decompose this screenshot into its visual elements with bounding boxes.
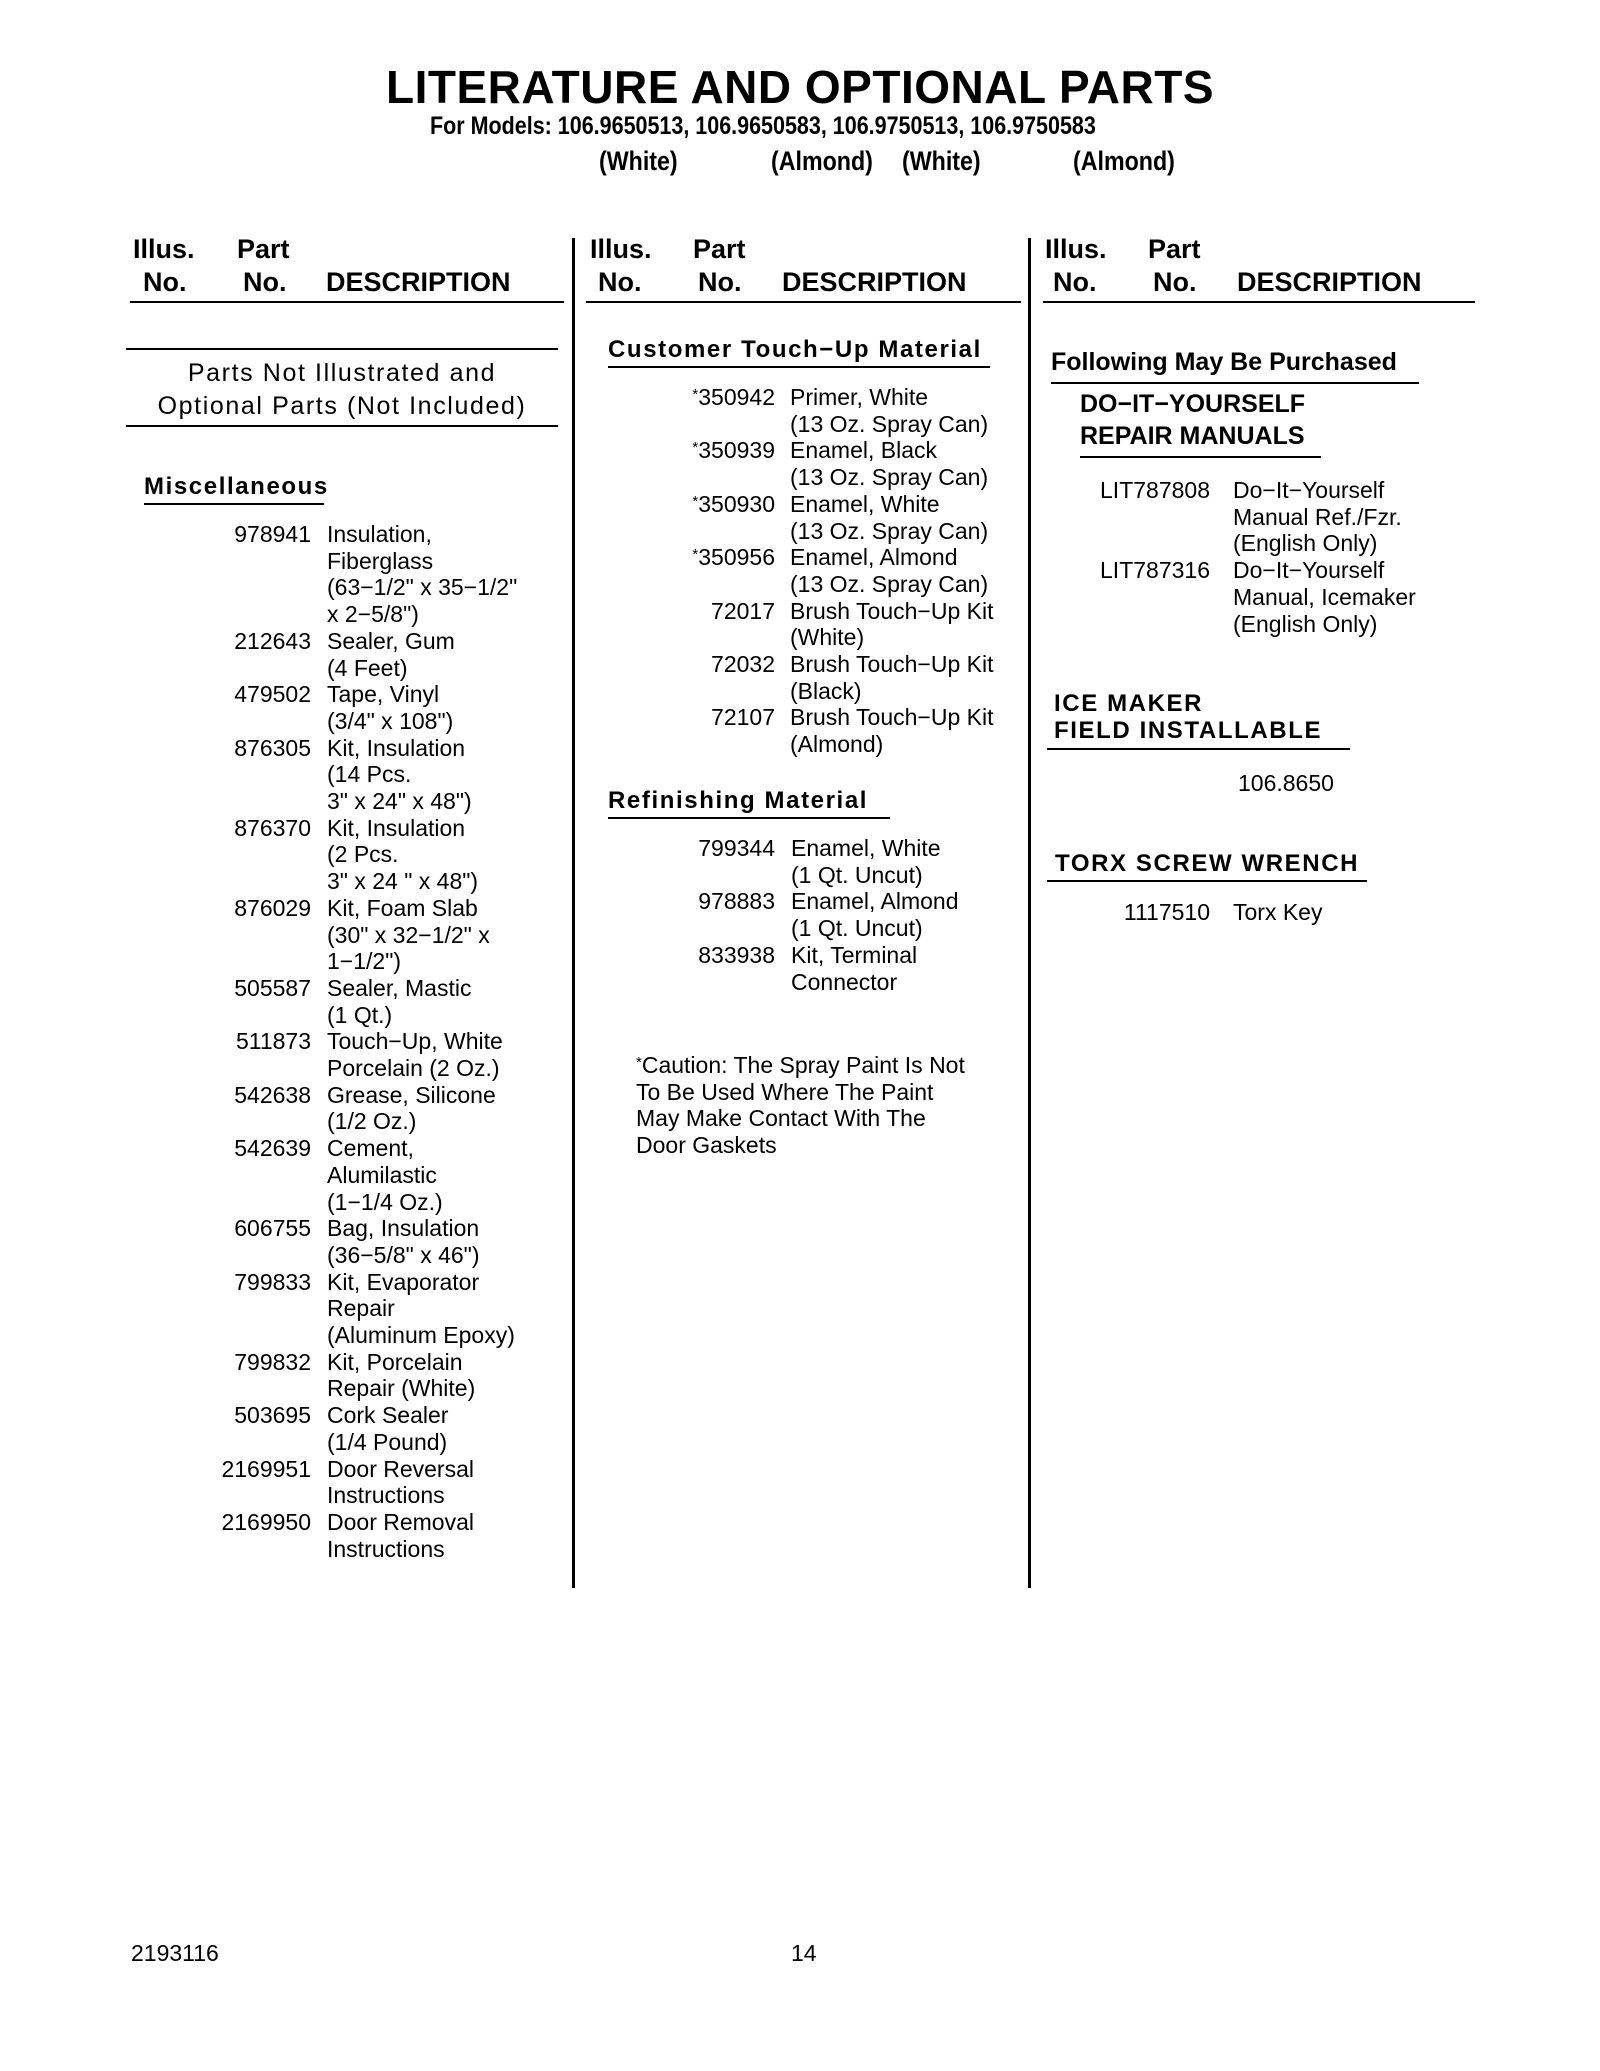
part-number-text: 212643 — [234, 627, 311, 654]
part-number — [150, 1082, 311, 1109]
part-number — [600, 704, 775, 731]
section-diy-line-1: DO−IT−YOURSELF — [1080, 390, 1306, 418]
header-illus: Illus. — [1045, 234, 1107, 264]
part-number-text: 2169950 — [221, 1508, 311, 1535]
header-illus: Illus. — [590, 234, 652, 264]
description-line: (4 Feet) — [327, 654, 408, 681]
following-may-be-purchased: Following May Be Purchased — [1051, 348, 1397, 376]
section-underline — [1047, 880, 1367, 882]
part-number — [600, 544, 775, 571]
header-description: DESCRIPTION — [326, 267, 511, 297]
header-part-no: No. — [1153, 267, 1197, 297]
section-torx-wrench: TORX SCREW WRENCH — [1055, 850, 1360, 877]
description-line: Touch−Up, White — [327, 1028, 503, 1055]
column-divider-1 — [572, 238, 575, 1588]
header-illus-no: No. — [1053, 267, 1097, 297]
header-part: Part — [693, 234, 746, 264]
models-line: For Models: 106.9650513, 106.9650583, 106.9750513, 106.9750583 — [430, 112, 1096, 140]
model-color-1: (White) — [599, 146, 678, 176]
box-line-2: Optional Parts (Not Included) — [157, 392, 527, 420]
part-description — [327, 1456, 474, 1509]
part-number-text: 1117510 — [1123, 899, 1210, 925]
document-number: 2193116 — [131, 1940, 219, 1966]
part-number-text: 350939 — [698, 437, 775, 464]
ice-maker-part: 106.8650 — [1238, 770, 1334, 796]
description-line: Instructions — [327, 1482, 445, 1509]
part-description — [327, 735, 472, 815]
part-number-text: 542639 — [234, 1135, 311, 1162]
asterisk-mark: * — [692, 386, 699, 403]
header-part: Part — [237, 234, 290, 264]
header-description: DESCRIPTION — [1237, 267, 1422, 297]
part-number — [150, 628, 311, 655]
description-line: Grease, Silicone — [327, 1081, 496, 1108]
part-description — [327, 1349, 475, 1402]
description-line: (English Only) — [1233, 610, 1378, 637]
part-description — [790, 437, 988, 490]
section-underline — [608, 366, 990, 368]
part-number-text: 799832 — [234, 1348, 311, 1375]
part-description — [1233, 477, 1402, 557]
part-number — [600, 942, 775, 969]
part-number-text: LIT787808 — [1100, 477, 1210, 503]
description-line: (Black) — [790, 677, 862, 704]
part-description — [1233, 899, 1322, 926]
section-diy-manuals — [1080, 388, 1305, 452]
description-line: Brush Touch−Up Kit — [790, 704, 994, 731]
part-number — [600, 888, 775, 915]
section-underline — [1080, 456, 1321, 458]
box-line-1: Parts Not Illustrated and — [187, 359, 497, 387]
asterisk-mark: * — [692, 439, 699, 457]
part-number — [600, 384, 775, 411]
asterisk-mark: * — [692, 492, 699, 510]
description-line: Kit, Terminal — [791, 941, 918, 968]
section-underline — [144, 503, 324, 505]
part-number — [150, 1269, 311, 1296]
model-color-4: (Almond) — [1073, 146, 1175, 176]
description-line: Door Reversal — [327, 1455, 474, 1482]
part-description — [790, 704, 994, 757]
part-number — [150, 1135, 311, 1162]
part-number-text: 72032 — [711, 651, 775, 677]
part-description — [327, 521, 517, 628]
part-description — [327, 1269, 515, 1349]
part-number — [600, 437, 775, 464]
part-number — [150, 1509, 311, 1536]
part-number-text: 2169951 — [221, 1455, 311, 1482]
description-line: Brush Touch−Up Kit — [790, 597, 994, 624]
description-line: (14 Pcs. — [327, 761, 412, 788]
part-number-text: 350956 — [698, 544, 775, 571]
description-line: Sealer, Mastic — [327, 974, 472, 1001]
header-part-no: No. — [698, 267, 742, 297]
part-description — [327, 681, 453, 734]
description-line: Repair — [327, 1295, 395, 1322]
caution-asterisk: * — [636, 1054, 642, 1071]
caution-note — [636, 1052, 965, 1159]
part-description — [327, 628, 455, 681]
description-line: Instructions — [327, 1535, 445, 1562]
caution-line: Door Gaskets — [636, 1132, 777, 1159]
part-number-text: 72017 — [711, 597, 775, 624]
description-line: Manual, Icemaker — [1233, 583, 1416, 610]
part-number-text: 876029 — [234, 894, 311, 921]
part-number-text: 72107 — [711, 704, 775, 731]
part-description — [327, 1028, 503, 1081]
part-number — [150, 975, 311, 1002]
part-number-text: 978883 — [698, 888, 775, 915]
description-line: Enamel, Almond — [791, 888, 959, 915]
description-line: (1 Qt.) — [327, 1001, 393, 1028]
description-line: Primer, White — [790, 384, 929, 410]
part-number — [1060, 899, 1210, 926]
part-number — [150, 1349, 311, 1376]
part-description — [790, 598, 994, 651]
description-line: 3" x 24" x 48") — [327, 788, 472, 814]
description-line: Cement, — [327, 1135, 414, 1162]
part-number-text: 350942 — [698, 384, 775, 410]
part-description — [327, 1402, 448, 1455]
part-description — [791, 888, 958, 941]
description-line: Do−It−Yourself — [1233, 557, 1385, 584]
description-line: Porcelain (2 Oz.) — [327, 1055, 500, 1081]
part-number — [600, 491, 775, 518]
description-line: Bag, Insulation — [327, 1215, 480, 1242]
header-part: Part — [1148, 234, 1201, 264]
part-number — [600, 651, 775, 678]
description-line: (63−1/2" x 35−1/2" — [327, 574, 518, 601]
model-color-3: (White) — [902, 146, 981, 176]
part-number — [150, 521, 311, 548]
description-line: Enamel, Black — [790, 437, 938, 464]
header-description: DESCRIPTION — [782, 267, 967, 297]
part-number — [150, 1456, 311, 1483]
description-line: Connector — [791, 968, 898, 995]
description-line: (1−1/4 Oz.) — [327, 1188, 443, 1215]
section-customer-touch-up: Customer Touch−Up Material — [608, 336, 982, 363]
part-description — [1233, 557, 1416, 637]
part-number — [150, 735, 311, 762]
description-line: Kit, Foam Slab — [327, 894, 478, 921]
part-number — [600, 598, 775, 625]
column-divider-2 — [1028, 238, 1031, 1588]
part-description — [791, 835, 941, 888]
description-line: 1−1/2") — [327, 948, 402, 975]
description-line: (Aluminum Epoxy) — [327, 1322, 515, 1348]
description-line: (13 Oz. Spray Can) — [790, 464, 989, 491]
header-illus-no: No. — [598, 267, 642, 297]
caution-line: To Be Used Where The Paint — [636, 1078, 934, 1105]
description-line: Cork Sealer — [327, 1402, 449, 1429]
section-underline — [1051, 382, 1419, 384]
part-description — [327, 815, 478, 895]
part-number-text: 833938 — [698, 941, 775, 968]
description-line: (Almond) — [790, 731, 884, 758]
description-line: (13 Oz. Spray Can) — [790, 570, 989, 597]
asterisk-mark: * — [692, 546, 699, 564]
part-number — [150, 895, 311, 922]
description-line: (3/4" x 108") — [327, 707, 454, 734]
description-line: x 2−5/8") — [327, 601, 419, 628]
description-line: Kit, Evaporator — [327, 1268, 480, 1295]
part-number-text: LIT787316 — [1100, 557, 1210, 584]
description-line: (13 Oz. Spray Can) — [790, 517, 989, 544]
part-description — [327, 1082, 496, 1135]
box-bottom-rule — [126, 425, 558, 427]
part-description — [790, 651, 994, 704]
col3-header-rule — [1043, 301, 1475, 303]
part-description — [327, 895, 490, 975]
description-line: Kit, Insulation — [327, 814, 466, 841]
description-line: Brush Touch−Up Kit — [790, 651, 994, 677]
part-number-text: 876370 — [234, 814, 311, 841]
description-line: Fiberglass — [327, 547, 434, 574]
header-illus: Illus. — [133, 234, 195, 264]
description-line: Insulation, — [327, 521, 432, 547]
part-description — [790, 544, 988, 597]
description-line: Repair (White) — [327, 1375, 476, 1402]
page-title: LITERATURE AND OPTIONAL PARTS — [385, 61, 1214, 113]
part-number-text: 799344 — [698, 835, 775, 861]
description-line: Do−It−Yourself — [1233, 477, 1385, 503]
part-number — [150, 1402, 311, 1429]
part-description — [327, 975, 471, 1028]
part-description — [327, 1135, 443, 1215]
section-refinishing: Refinishing Material — [608, 787, 869, 814]
description-line: (13 Oz. Spray Can) — [790, 410, 989, 437]
part-number-text: 505587 — [234, 974, 311, 1001]
header-illus-no: No. — [143, 267, 187, 297]
model-color-2: (Almond) — [771, 146, 873, 176]
part-number-text: 978941 — [234, 521, 311, 547]
section-underline — [1047, 748, 1350, 750]
not-included-box — [126, 357, 558, 423]
description-line: Tape, Vinyl — [327, 681, 440, 708]
col1-header-rule — [130, 301, 564, 303]
part-number-text: 799833 — [234, 1268, 311, 1295]
box-top-rule — [126, 348, 558, 350]
part-number — [600, 835, 775, 862]
part-number-text: 503695 — [234, 1402, 311, 1429]
part-number-text: 350930 — [698, 490, 775, 517]
part-number — [150, 815, 311, 842]
description-line: (1/2 Oz.) — [327, 1108, 417, 1135]
part-description — [791, 942, 917, 995]
description-line: (2 Pcs. — [327, 841, 399, 868]
part-number-text: 479502 — [234, 681, 311, 708]
part-number-text: 876305 — [234, 734, 311, 761]
header-part-no: No. — [243, 267, 287, 297]
section-miscellaneous: Miscellaneous — [144, 473, 329, 500]
description-line: (English Only) — [1233, 530, 1378, 557]
description-line: Manual Ref./Fzr. — [1233, 503, 1402, 530]
part-description — [327, 1509, 474, 1562]
description-line: (36−5/8" x 46") — [327, 1241, 480, 1268]
description-line: Enamel, White — [790, 490, 940, 517]
description-line: 3" x 24 " x 48") — [327, 868, 479, 895]
description-line: (1 Qt. Uncut) — [791, 915, 923, 942]
part-description — [790, 384, 988, 437]
page-number: 14 — [791, 1940, 817, 1966]
description-line: Torx Key — [1233, 899, 1323, 925]
section-ice-maker-line-2: FIELD INSTALLABLE — [1054, 717, 1323, 744]
description-line: Kit, Insulation — [327, 734, 466, 761]
caution-line: May Make Contact With The — [636, 1105, 926, 1132]
caution-line: Caution: The Spray Paint Is Not — [641, 1052, 965, 1078]
part-number — [150, 681, 311, 708]
section-ice-maker — [1054, 690, 1322, 744]
description-line: (1/4 Pound) — [327, 1428, 448, 1455]
description-line: Enamel, Almond — [790, 544, 958, 571]
section-diy-line-2: REPAIR MANUALS — [1080, 422, 1305, 450]
description-line: Door Removal — [327, 1508, 474, 1535]
description-line: Enamel, White — [791, 835, 941, 861]
part-number-text: 606755 — [234, 1215, 311, 1242]
part-number — [150, 1215, 311, 1242]
description-line: (White) — [790, 624, 865, 651]
part-number-text: 511873 — [235, 1028, 311, 1055]
col2-header-rule — [586, 301, 1021, 303]
section-ice-maker-line-1: ICE MAKER — [1054, 690, 1204, 717]
description-line: (30" x 32−1/2" x — [327, 921, 490, 948]
part-description — [327, 1215, 480, 1268]
part-number — [1060, 477, 1210, 504]
description-line: Alumilastic — [327, 1161, 437, 1188]
part-number — [150, 1028, 311, 1055]
part-number — [1060, 557, 1210, 584]
part-description — [790, 491, 988, 544]
part-number-text: 542638 — [234, 1081, 311, 1108]
description-line: (1 Qt. Uncut) — [791, 861, 923, 888]
description-line: Kit, Porcelain — [327, 1348, 463, 1375]
description-line: Sealer, Gum — [327, 627, 455, 654]
section-underline — [608, 817, 890, 819]
